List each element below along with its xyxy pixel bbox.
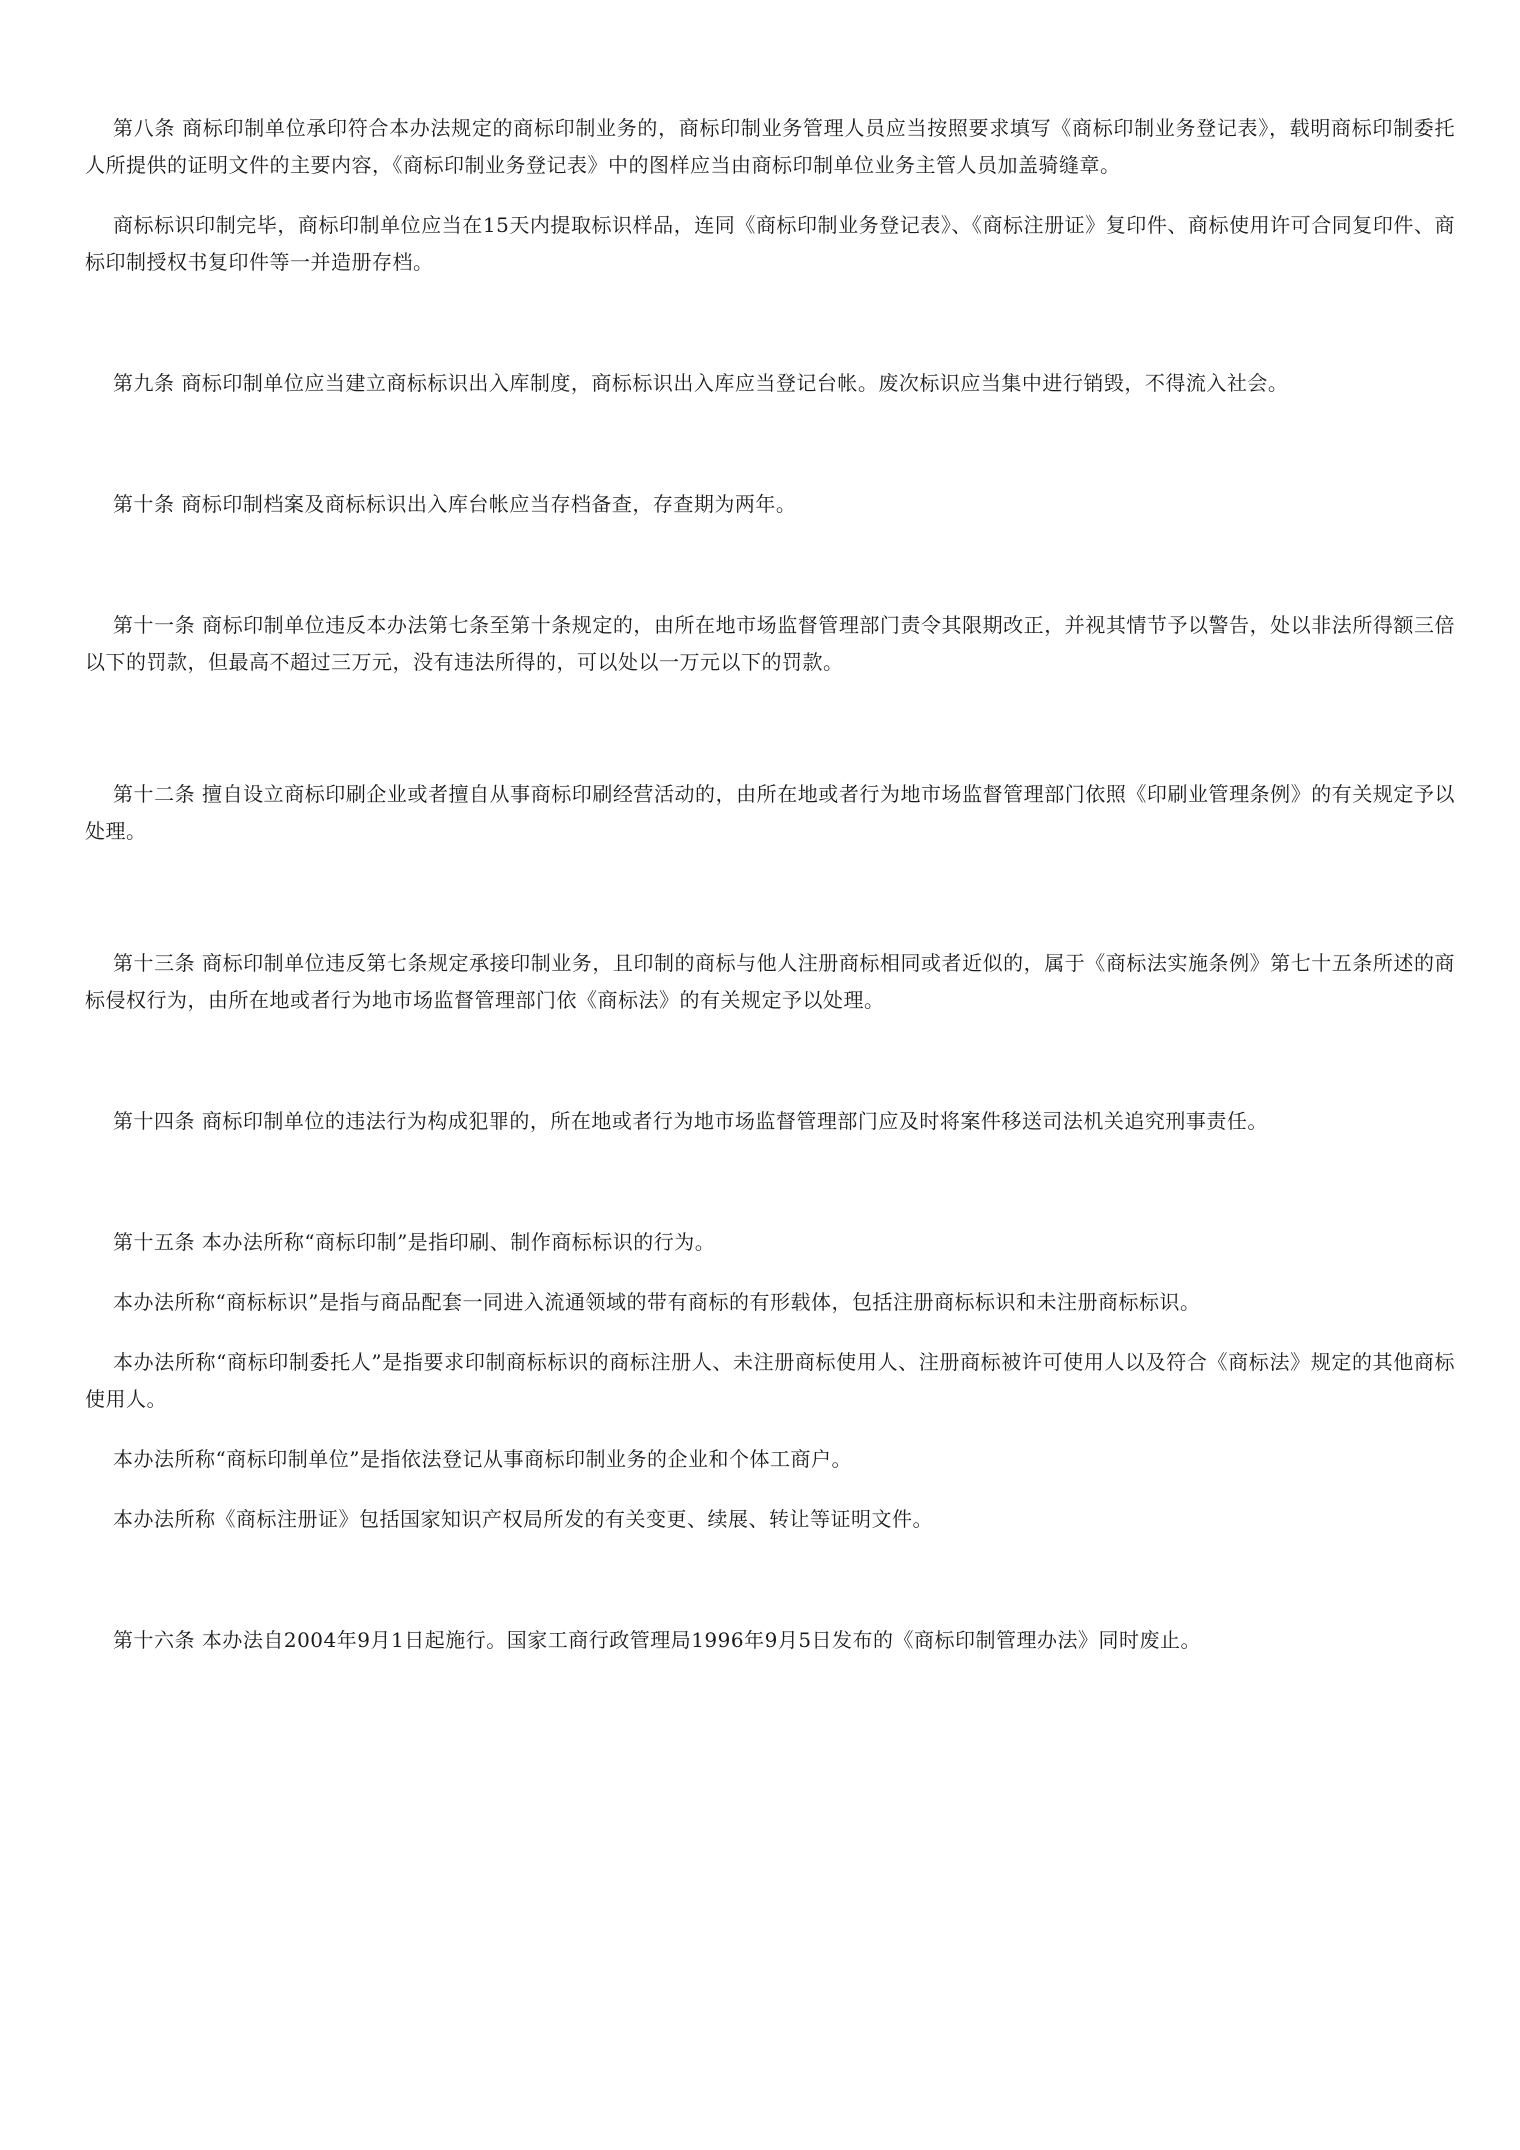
article-15-definition-printing-unit: 本办法所称“商标印制单位”是指依法登记从事商标印制业务的企业和个体工商户。 xyxy=(113,1447,852,1471)
document-page xyxy=(85,110,1455,1659)
article-8-subparagraph: 商标标识印制完毕，商标印制单位应当在15天内提取标识样品，连同《商标印制业务登记表》、《商标注册证》复印件、商标使用许可合同复印件、商标印制授权书复印件等一并造册存档。 xyxy=(85,213,1455,274)
article-15-definition-trademark-mark: 本办法所称“商标标识”是指与商品配套一同进入流通领域的带有商标的有形载体，包括注册商标标识和未注册商标标识。 xyxy=(113,1290,1201,1314)
article-12-paragraph: 第十二条 擅自设立商标印刷企业或者擅自从事商标印刷经营活动的，由所在地或者行为地市场监督管理部门依照《印刷业管理条例》的有关规定予以处理。 xyxy=(85,782,1455,843)
article-11-paragraph: 第十一条 商标印制单位违反本办法第七条至第十条规定的，由所在地市场监督管理部门责令其限期改正，并视其情节予以警告，处以非法所得额三倍以下的罚款，但最高不超过三万元，没有违法所得的，可以处以一万元以下的罚款。 xyxy=(85,613,1455,674)
article-8-paragraph: 第八条 商标印制单位承印符合本办法规定的商标印制业务的，商标印制业务管理人员应当按照要求填写《商标印制业务登记表》，载明商标印制委托人所提供的证明文件的主要内容，《商标印制业务登记表》中的图样应当由商标印制单位业务主管人员加盖骑缝章。 xyxy=(85,116,1455,177)
article-16-paragraph: 第十六条 本办法自2004年9月1日起施行。国家工商行政管理局1996年9月5日发布的《商标印制管理办法》同时废止。 xyxy=(113,1628,1202,1652)
article-15-definition-certificate: 本办法所称《商标注册证》包括国家知识产权局所发的有关变更、续展、转让等证明文件。 xyxy=(113,1507,933,1531)
article-10-paragraph: 第十条 商标印制档案及商标标识出入库台帐应当存档备查，存查期为两年。 xyxy=(113,492,797,516)
article-13-paragraph: 第十三条 商标印制单位违反第七条规定承接印制业务，且印制的商标与他人注册商标相同或者近似的，属于《商标法实施条例》第七十五条所述的商标侵权行为，由所在地或者行为地市场监督管理部门依《商标法》的有关规定予以处理。 xyxy=(85,951,1455,1012)
article-15-paragraph: 第十五条 本办法所称“商标印制”是指印刷、制作商标标识的行为。 xyxy=(113,1230,716,1254)
article-14-paragraph: 第十四条 商标印制单位的违法行为构成犯罪的，所在地或者行为地市场监督管理部门应及时将案件移送司法机关追究刑事责任。 xyxy=(113,1109,1268,1133)
article-9-paragraph: 第九条 商标印制单位应当建立商标标识出入库制度，商标标识出入库应当登记台帐。废次标识应当集中进行销毁，不得流入社会。 xyxy=(113,371,1289,395)
article-15-definition-client: 本办法所称“商标印制委托人”是指要求印制商标标识的商标注册人、未注册商标使用人、注册商标被许可使用人以及符合《商标法》规定的其他商标使用人。 xyxy=(85,1350,1455,1411)
